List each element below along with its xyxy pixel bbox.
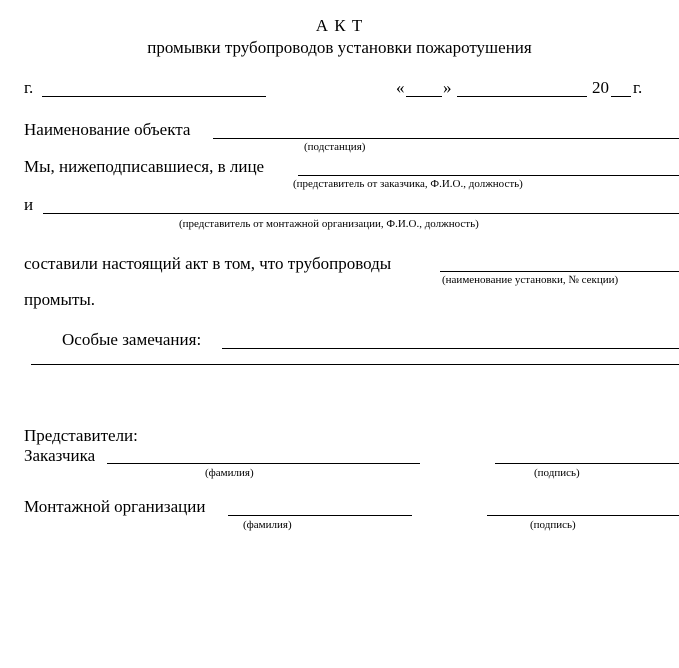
and-label: и [24, 195, 34, 214]
installer-surname-hint: (фамилия) [243, 519, 292, 531]
customer-signature-hint: (подпись) [534, 467, 580, 479]
installer-hint: (представитель от монтажной организации, Ф.И.О., должность) [179, 218, 479, 230]
installer-rep-field[interactable] [43, 213, 679, 214]
customer-signature-field[interactable] [495, 463, 679, 464]
customer-label: Заказчика [24, 446, 96, 465]
installation-hint: (наименование установки, № секции) [442, 274, 619, 286]
remarks-field-2[interactable] [31, 364, 679, 365]
representatives-label: Представители: [24, 426, 138, 445]
flushed-text: промыты. [24, 290, 96, 309]
remarks-field-1[interactable] [222, 348, 679, 349]
object-label: Наименование объекта [24, 120, 191, 139]
date-open-quote: « [396, 78, 405, 97]
city-prefix: г. [24, 78, 34, 97]
customer-rep-field[interactable] [298, 175, 679, 176]
year-field[interactable] [611, 96, 631, 97]
customer-surname-hint: (фамилия) [205, 467, 254, 479]
installer-surname-field[interactable] [228, 515, 412, 516]
we-label: Мы, нижеподписавшиеся, в лице [24, 157, 265, 176]
date-close-quote: » [443, 78, 452, 97]
city-field[interactable] [42, 96, 266, 97]
customer-hint: (представитель от заказчика, Ф.И.О., должность) [293, 178, 523, 190]
year-suffix: г. [633, 78, 643, 97]
object-field[interactable] [213, 138, 679, 139]
month-field[interactable] [457, 96, 587, 97]
act-text: составили настоящий акт в том, что трубопроводы [24, 254, 392, 273]
installation-field[interactable] [440, 271, 679, 272]
customer-surname-field[interactable] [107, 463, 420, 464]
year-prefix: 20 [592, 78, 609, 97]
installer-org-label: Монтажной организации [24, 497, 206, 516]
document-subtitle: промывки трубопроводов установки пожаротушения [147, 38, 532, 57]
remarks-label: Особые замечания: [62, 330, 202, 349]
installer-signature-hint: (подпись) [530, 519, 576, 531]
installer-signature-field[interactable] [487, 515, 679, 516]
object-hint: (подстанция) [304, 141, 366, 153]
document-title: А К Т [315, 16, 364, 35]
day-field[interactable] [406, 96, 442, 97]
